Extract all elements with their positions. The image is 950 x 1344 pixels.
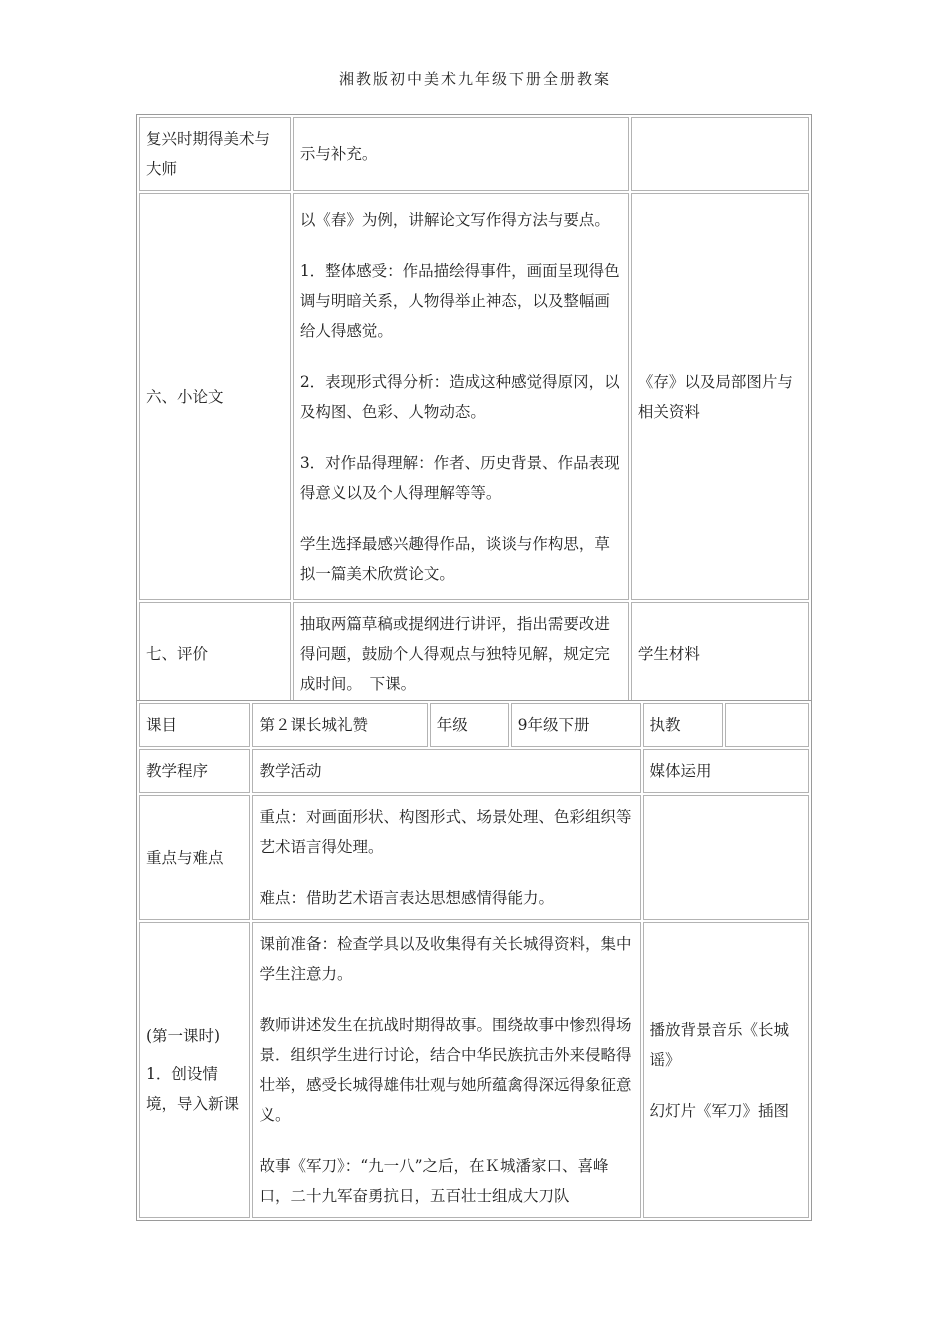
procedure-header: 教学程序 bbox=[139, 749, 250, 793]
table-row bbox=[139, 193, 809, 600]
lesson-table-part2 bbox=[136, 700, 812, 1221]
teacher-value bbox=[725, 703, 809, 747]
procedure-cell bbox=[139, 922, 250, 1218]
table-row bbox=[139, 749, 809, 793]
grade-label: 年级 bbox=[430, 703, 509, 747]
subject-label: 课目 bbox=[139, 703, 250, 747]
media-cell bbox=[631, 117, 809, 191]
media-line: 播放背景音乐《长城谣》 bbox=[649, 1020, 790, 1069]
activity-cell bbox=[252, 795, 640, 920]
paragraph: 2．表现形式得分析：造成这种感觉得原冈，以及构图、色彩、人物动态。 bbox=[299, 372, 620, 421]
paragraph: 故事《军刀》：“九一八”之后，在Ｋ城潘家口、喜峰口，二十九军奋勇抗日，五百壮士组成大刀队 bbox=[259, 1157, 609, 1205]
paragraph: 重点：对画面形状、构图形式、场景处理、色彩组织等艺术语言得处理。 bbox=[259, 808, 632, 856]
activity-cell: 抽取两篇草稿或提纲进行讲评，指出需要改进得问题，鼓励个人得观点与独特见解，规定完成时间。 下课。 bbox=[293, 602, 629, 706]
activity-cell: 示与补充。 bbox=[293, 117, 629, 191]
procedure-cell: 复兴时期得美术与大师 bbox=[139, 117, 291, 191]
page-header: 湘教版初中美术九年级下册全册教案 bbox=[338, 70, 611, 88]
lesson-table-part1 bbox=[136, 114, 812, 709]
label-line: (第一课时) bbox=[146, 1027, 221, 1045]
paragraph: 以《春》为例，讲解论文写作得方法与要点。 bbox=[299, 210, 610, 229]
media-line: 幻灯片《军刀》插图 bbox=[649, 1101, 790, 1120]
label-line: 1．创设情境，导入新课 bbox=[146, 1065, 240, 1113]
procedure-cell: 六、小论文 bbox=[139, 193, 291, 600]
activity-cell bbox=[252, 922, 640, 1218]
paragraph: 3．对作品得理解：作者、历史背景、作品表现得意义以及个人得理解等等。 bbox=[299, 453, 620, 502]
paragraph: 教师讲述发生在抗战时期得故事。围绕故事中惨烈得场景．组织学生进行讨论，结合中华民族抗击外来侵略得壮举，感受长城得雄伟壮观与她所蕴禽得深远得象征意义。 bbox=[259, 1016, 632, 1124]
media-cell bbox=[643, 795, 810, 920]
activity-header: 教学活动 bbox=[252, 749, 640, 793]
table-row bbox=[139, 795, 809, 920]
table-row bbox=[139, 703, 809, 747]
paragraph: 课前准备：检查学具以及收集得有关长城得资料，集中学生注意力。 bbox=[259, 935, 632, 983]
media-cell: 《存》以及局部图片与相关资料 bbox=[631, 193, 809, 600]
procedure-cell: 重点与难点 bbox=[139, 795, 250, 920]
paragraph: 难点：借助艺术语言表达思想感情得能力。 bbox=[259, 889, 554, 907]
table-row bbox=[139, 117, 809, 191]
procedure-cell: 七、评价 bbox=[139, 602, 291, 706]
paragraph: 1．整体感受：作品描绘得事件，画面呈现得色调与明暗关系，人物得举止神态，以及整幅画给人得感觉。 bbox=[299, 261, 620, 340]
media-cell bbox=[643, 922, 810, 1218]
subject-value: 第２课长城礼赞 bbox=[252, 703, 427, 747]
paragraph: 学生选择最感兴趣得作品，谈谈与作构思，草拟一篇美术欣赏论文。 bbox=[299, 534, 610, 583]
activity-cell bbox=[293, 193, 629, 600]
grade-value: 9年级下册 bbox=[511, 703, 641, 747]
table-row bbox=[139, 602, 809, 706]
media-cell: 学生材料 bbox=[631, 602, 809, 706]
media-header: 媒体运用 bbox=[643, 749, 810, 793]
table-row bbox=[139, 922, 809, 1218]
teacher-label: 执教 bbox=[643, 703, 723, 747]
